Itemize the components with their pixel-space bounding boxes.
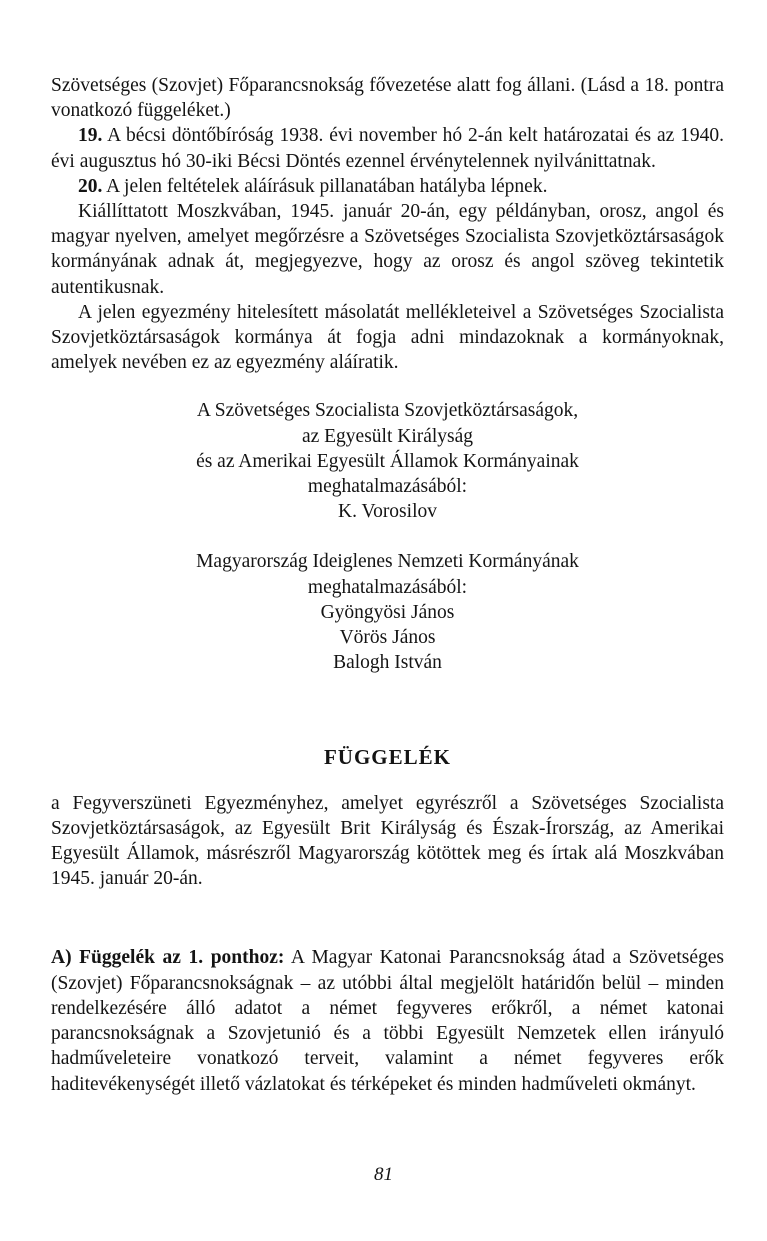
page-number: 81 (374, 1164, 393, 1185)
signature-line: meghatalmazásából: (307, 576, 468, 598)
signature-line: A Szövetséges Szocialista Szovjetköztársaságok, (196, 400, 579, 422)
signature-line: az Egyesült Királyság (301, 425, 474, 447)
signatory-name: K. Vorosilov (338, 501, 437, 523)
signature-block-allies (51, 398, 724, 524)
signature-line: meghatalmazásából: (307, 476, 468, 498)
signature-line: és az Amerikai Egyesült Államok Kormányainak (196, 450, 579, 472)
copy-paragraph: A jelen egyezmény hitelesített másolatát mellékleteivel a Szövetséges Szocialista Szovjetköztársaságok kormánya át fogja adni mindazoknak a kormányoknak, amelyek nevében ez az egyezmény aláíratik. (51, 301, 724, 374)
appendix-a-label: A) Függelék az 1. ponthoz: (51, 947, 285, 969)
body-text (51, 73, 724, 1097)
execution-paragraph: Kiállíttatott Moszkvában, 1945. január 20-án, egy példányban, orosz, angol és magyar nyelven, amelyet megőrzésre a Szövetséges Szocialista Szovjetköztársaságok kormányának adnak át, megjegyezve, hogy az orosz és angol szöveg tekintetik autentikusnak. (51, 201, 724, 298)
paragraph-19-number: 19. (78, 125, 103, 147)
appendix-title: FÜGGELÉK (323, 745, 452, 770)
intro-paragraph: Szövetséges (Szovjet) Főparancsnokság fővezetése alatt fog állani. (Lásd a 18. pontra vonatkozó függeléket.) (51, 75, 724, 122)
signature-block-hungary (51, 549, 724, 675)
signature-line: Magyarország Ideiglenes Nemzeti Kormányának (196, 551, 579, 573)
paragraph-20 (51, 174, 724, 199)
appendix-a (51, 945, 724, 1096)
paragraph-20-text: A jelen feltételek aláírásuk pillanatában hatályba lépnek. (102, 175, 548, 197)
signatory-name: Balogh István (333, 652, 442, 674)
appendix-a-text: A Magyar Katonai Parancsnokság átad a Szövetséges (Szovjet) Főparancsnokságnak – az utóbbi által megjelölt határidőn belül – minden rendelkezésére álló adatot a német fegyveres erőkről, a német katonai parancsnokságnak a Szovjetunió és a többi Egyesült Nemzetek ellen irányuló hadműveleteire vonatkozó terveit, valamint a német fegyveres erők haditevékenységét illető vázlatokat és térképeket és minden hadműveleti okmányt. (51, 947, 724, 1095)
appendix-intro: a Fegyverszüneti Egyezményhez, amelyet egyrészről a Szövetséges Szocialista Szovjetköztársaságok, az Egyesült Brit Királyság és Észak-Írország, az Amerikai Egyesült Államok, másrészről Magyarország kötöttek meg és írtak alá Moszkvában 1945. január 20-án. (51, 792, 724, 890)
signatory-name: Gyöngyösi János (320, 601, 455, 623)
paragraph-20-number: 20. (78, 175, 103, 197)
paragraph-19 (51, 123, 724, 173)
signatory-name: Vörös János (339, 627, 436, 649)
paragraph-19-text: A bécsi döntőbíróság 1938. évi november hó 2-án kelt határozatai és az 1940. évi augusztus hó 30-iki Bécsi Döntés ezennel érvénytelennek nyilvánittatnak. (51, 125, 724, 172)
